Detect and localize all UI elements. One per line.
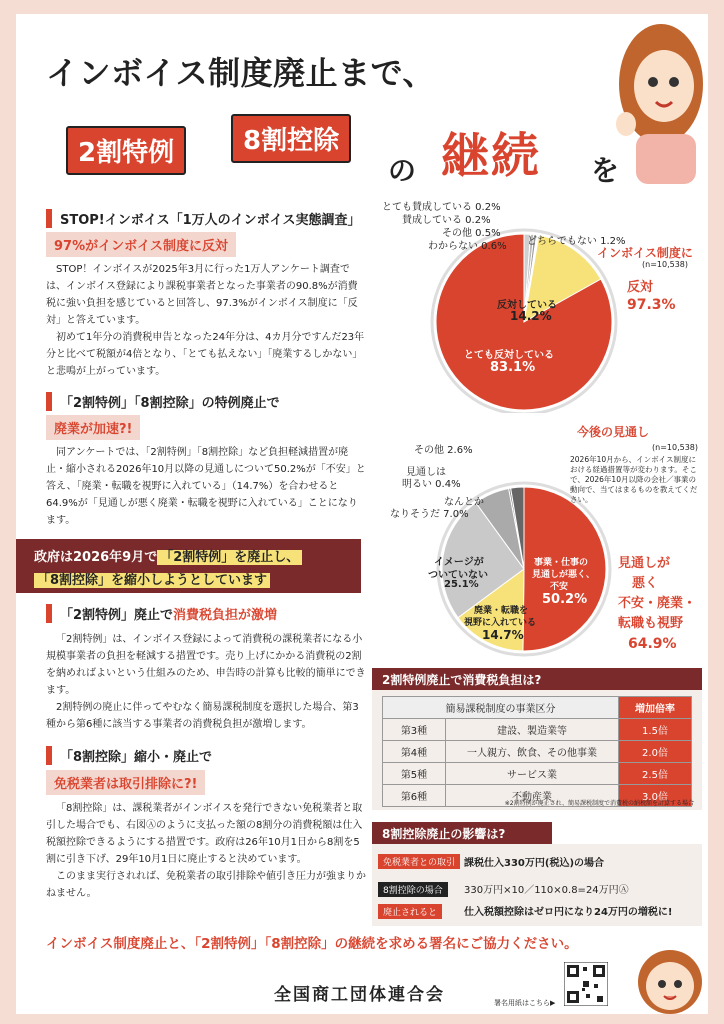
section2-subheading: 廃業が加速?! bbox=[46, 415, 140, 440]
table-col-rate: 増加倍率 bbox=[619, 697, 692, 719]
impact-case: 課税仕入330万円(税込)の場合 bbox=[464, 858, 605, 869]
table-cell-kind: 第5種 bbox=[383, 763, 446, 785]
pie2-slice-unsure2: ついていない bbox=[428, 570, 488, 581]
headline-wo: を bbox=[591, 154, 620, 187]
mascot-woman-illustration bbox=[606, 14, 708, 184]
appeal-text: インボイス制度廃止と、「2割特例」「8割控除」の継続を求める署名にご協力ください。 bbox=[46, 936, 578, 952]
pie2-label-other: その他 2.6% bbox=[414, 445, 473, 456]
headline-keizoku: 継続 bbox=[441, 128, 542, 184]
section2-heading: 「2割特例」「8割控除」の特例廃止で bbox=[46, 392, 280, 411]
banner-highlight2: 「8割控除」を縮小しようとしています bbox=[34, 573, 270, 588]
pie2-summary-line2: 悪く bbox=[632, 576, 659, 591]
table-cell-business: 一人親方、飲食、その他事業 bbox=[446, 741, 619, 763]
pie2-slice-quit-value: 14.7% bbox=[482, 628, 524, 642]
pie1-slice-strong-label: とても反対している bbox=[464, 350, 554, 361]
government-plan-banner bbox=[16, 539, 361, 593]
banner-pre: 政府は2026年9月で bbox=[34, 550, 158, 565]
section1-para1: STOP！インボイスが2025年3月に行った1万人アンケート調査では、インボイス登録により課税事業者となった事業者の90.8%が消費税に強い負担を感じていると回答し、97.3%がインボイス制度に「反対」と答えています。 bbox=[46, 264, 358, 326]
pie1-slice-strong-value: 83.1% bbox=[490, 360, 536, 375]
tax-rate-table bbox=[382, 696, 692, 807]
pie1-slice-agree-value: 14.2% bbox=[510, 309, 552, 323]
pie1-summary-value: 97.3% bbox=[627, 297, 676, 313]
qr-label: 署名用紙はこちら▶ bbox=[494, 999, 556, 1007]
impact-row1-tag: 8割控除の場合 bbox=[378, 882, 448, 897]
section4-subheading: 免税業者は取引排除に?! bbox=[46, 770, 205, 795]
pie2-summary bbox=[618, 554, 696, 654]
tag-8wari: 8割控除 bbox=[231, 114, 351, 163]
pie2-label-somehow2: なりそうだ 7.0% bbox=[390, 509, 469, 520]
pie2-title: 今後の見通し bbox=[577, 425, 650, 439]
table-cell-business: 不動産業 bbox=[446, 785, 619, 807]
table-cell-rate: 2.0倍 bbox=[619, 741, 692, 763]
section1-para2: 初めて1年分の消費税申告となった24年分は、4カ月分ですんだ23年分と比べて税額が4倍となり、「とても払えない」「廃業するしかない」と悲鳴が上がっています。 bbox=[46, 332, 365, 377]
section3-heading bbox=[46, 604, 277, 623]
section4-body bbox=[46, 800, 366, 902]
table-row bbox=[383, 763, 692, 785]
pie1-slice-agree-label: 反対している bbox=[497, 300, 557, 311]
section1-subheading: 97%がインボイス制度に反対 bbox=[46, 232, 236, 257]
table-cell-rate: 1.5倍 bbox=[619, 719, 692, 741]
impact-row2-tag: 廃止されると bbox=[378, 904, 442, 919]
pie2-summary-value: 64.9% bbox=[628, 636, 677, 652]
pie2-label-somehow1: なんとか bbox=[444, 497, 484, 508]
table-row bbox=[383, 741, 692, 763]
qr-code-icon[interactable] bbox=[564, 962, 608, 1006]
impact-tag: 免税業者との取引 bbox=[378, 854, 460, 869]
table-cell-rate: 2.5倍 bbox=[619, 763, 692, 785]
pie1-label-unknown: わからない 0.6% bbox=[428, 241, 507, 252]
impact-row1-text: 330万円×10／110×0.8=24万円Ⓐ bbox=[464, 885, 629, 896]
pie1-title: インボイス制度に bbox=[597, 246, 693, 260]
table-panel bbox=[372, 690, 702, 810]
pie-chart-1 bbox=[372, 198, 708, 413]
table-cell-kind: 第6種 bbox=[383, 785, 446, 807]
pie1-n: (n=10,538) bbox=[642, 260, 689, 269]
pie1-label-neutral: どちらでもない 1.2% bbox=[527, 236, 626, 247]
pie2-description: 2026年10月から、インボイス制度における経過措置等が変わります。そこで、2026年10月以降の会社／事業の動向で、当てはまるものを教えてください。 bbox=[570, 455, 698, 504]
mascot-girl-illustration bbox=[628, 944, 708, 1014]
table-cell-kind: 第4種 bbox=[383, 741, 446, 763]
pie2-summary-line3: 不安・廃業・ bbox=[618, 596, 697, 611]
section1-heading: STOP!インボイス「1万人のインボイス実態調査」 bbox=[46, 209, 361, 228]
table-row bbox=[383, 719, 692, 741]
organization-name: 全国商工団体連合会 bbox=[274, 985, 445, 1005]
impact-panel bbox=[372, 844, 702, 926]
pie2-label-bright2: 明るい 0.4% bbox=[402, 479, 461, 490]
table-cell-rate: 3.0倍 bbox=[619, 785, 692, 807]
section1-body bbox=[46, 261, 366, 380]
section2-para1: 同アンケートでは、「2割特例」「8割控除」など負担軽減措置が廃止・縮小される2026年10月以降の見通しについて50.2%が「不安」と答え、「廃業・転職を視野に入れている」（14.7%）を合わせると64.9%が「見通しが悪く廃業・転職を視野に入れている」ことになります。 bbox=[46, 447, 366, 526]
section3-body bbox=[46, 631, 366, 733]
table-cell-business: サービス業 bbox=[446, 763, 619, 785]
banner-highlight1: 「2割特例」を廃止し、 bbox=[157, 550, 302, 565]
pie1-label-agree: 賛成している 0.2% bbox=[402, 215, 491, 226]
pie2-slice-quit2: 視野に入れている bbox=[464, 618, 537, 628]
table-title: 2割特例廃止で消費税負担は? bbox=[372, 668, 702, 691]
pie1-label-very-agree: とても賛成している 0.2% bbox=[382, 202, 501, 213]
impact-row2-text: 仕入税額控除はゼロ円になり24万円の増税に! bbox=[464, 907, 673, 918]
section3-para1: 「2割特例」は、インボイス登録によって消費税の課税業者になる小規模事業者の負担を軽減する措置です。売り上げにかかる消費税の2割を納めればよいという仕組みのため、申告時の計算も比較的簡単にできます。 bbox=[46, 634, 366, 696]
pie2-slice-anxious3: 不安 bbox=[550, 582, 569, 592]
section4-para2: このまま実行されれば、免税業者の取引排除や値引き圧力が強まりかねません。 bbox=[46, 871, 366, 899]
table-col-category: 簡易課税制度の事業区分 bbox=[383, 697, 619, 719]
pie2-slice-unsure-value: 25.1% bbox=[444, 579, 479, 590]
tag-2wari: 2割特例 bbox=[66, 126, 186, 175]
section4-para1: 「8割控除」は、課税業者がインボイスを発行できない免税業者と取引した場合でも、右図Ⓐのように支払った額の8割分の消費税額は仕入税額控除できるようにする措置です。政府は26年10月1日から8割を5割に引き下げ、29年10月1日に廃止すると決めています。 bbox=[46, 803, 363, 865]
table-cell-business: 建設、製造業等 bbox=[446, 719, 619, 741]
section3-para2: 2割特例の廃止に伴ってやむなく簡易課税制度を選択した場合、第3種から第6種に該当する事業者の消費税負担が激増します。 bbox=[46, 702, 359, 730]
impact-title: 8割控除廃止の影響は? bbox=[372, 822, 552, 845]
headline-line1: インボイス制度廃止まで、 bbox=[46, 54, 436, 92]
pie2-summary-line1: 見通しが bbox=[618, 556, 671, 571]
pie1-label-other: その他 0.5% bbox=[442, 228, 501, 239]
headline-no: の bbox=[388, 154, 417, 187]
table-note: ※2割特例が廃止され、簡易課税制度で消費税の納税額を計算する場合 bbox=[504, 800, 694, 807]
pie2-n: (n=10,538) bbox=[652, 443, 699, 452]
table-cell-kind: 第3種 bbox=[383, 719, 446, 741]
pie2-slice-anxious2: 見通しが悪く、 bbox=[532, 570, 595, 580]
pie-chart-2 bbox=[372, 419, 708, 664]
pie2-slice-anxious1: 事業・仕事の bbox=[534, 558, 589, 568]
pie2-slice-quit1: 廃業・転職を bbox=[474, 606, 529, 616]
pie2-slice-unsure1: イメージが bbox=[434, 557, 484, 568]
pie1-summary-label: 反対 bbox=[627, 280, 654, 295]
section3-heading-red: 消費税負担が激増 bbox=[173, 608, 278, 623]
section2-body bbox=[46, 444, 366, 529]
pie2-summary-line4: 転職も視野 bbox=[618, 616, 684, 631]
section4-heading: 「8割控除」縮小・廃止で bbox=[46, 746, 212, 765]
section3-heading-pre: 「2割特例」廃止で bbox=[60, 608, 174, 623]
pie2-slice-anxious-value: 50.2% bbox=[542, 592, 588, 607]
table-header-row bbox=[383, 697, 692, 719]
pie2-label-bright1: 見通しは bbox=[406, 467, 446, 478]
flyer-page bbox=[16, 14, 708, 1014]
